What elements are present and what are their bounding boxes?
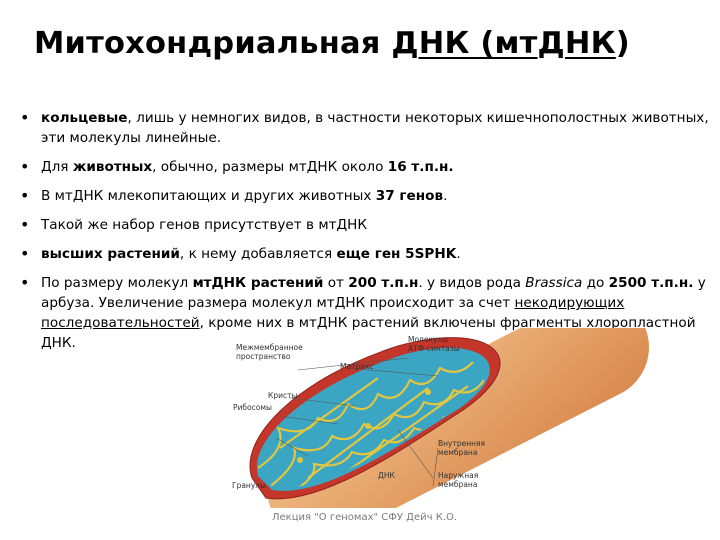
- title-close: ): [615, 26, 630, 61]
- bullet-text: 200 т.п.н: [348, 275, 419, 291]
- bullet-item: [20, 186, 714, 206]
- label-atp-2: АТФ-синтазы: [408, 344, 460, 353]
- bullet-text: .: [443, 188, 448, 204]
- bullet-text: некодирующих последовательностей: [41, 295, 625, 331]
- bullet-text: 2500 т.п.н.: [608, 275, 694, 291]
- label-cristae: Кристы: [268, 391, 298, 400]
- bullet-text: от: [323, 275, 349, 291]
- label-intermembrane-2: пространство: [236, 352, 291, 361]
- bullet-text: , лишь у немногих видов, в частности некоторых кишечнополостных животных, эти молекулы линейные.: [41, 110, 709, 146]
- slide-title: [34, 26, 630, 61]
- bullet-text: , обычно, размеры мтДНК около: [152, 159, 388, 175]
- slide-footer: Лекция "О геномах" СФУ Дейч К.О.: [272, 512, 458, 523]
- bullet-text: . у видов рода: [418, 275, 526, 291]
- label-matrix: Матрикс: [340, 362, 374, 371]
- bullet-item: [20, 215, 714, 235]
- bullet-text: 16 т.п.н.: [387, 159, 454, 175]
- bullet-text: у арбуза. Увеличение размера молекул мтДНК происходит за счет: [41, 275, 706, 311]
- label-intermembrane-1: Межмембранное: [236, 343, 303, 352]
- bullet-item: [20, 108, 714, 148]
- bullet-text: В мтДНК млекопитающих и других животных: [41, 188, 376, 204]
- bullet-text: .: [456, 246, 461, 262]
- bullet-text: , к нему добавляется: [179, 246, 337, 262]
- bullet-text: Brassica: [525, 275, 583, 291]
- bullet-text: животных: [72, 159, 153, 175]
- bullet-text: кольцевые: [41, 110, 128, 126]
- label-ribosomes: Рибосомы: [233, 403, 272, 412]
- label-outer-2: мембрана: [438, 480, 478, 489]
- bullet-text: , кроме них в мтДНК растений включены фрагменты хлоропластной ДНК.: [41, 315, 696, 351]
- bullet-text: По размеру молекул: [41, 275, 193, 291]
- bullet-text: Такой же набор генов присутствует в мтДНК: [41, 217, 367, 233]
- title-underlined: ДНК (мтДНК: [391, 26, 616, 61]
- bullet-item: [20, 157, 714, 177]
- bullet-text: еще ген 5SPHK: [336, 246, 457, 262]
- label-outer-1: Наружная: [438, 471, 479, 480]
- bullet-text: мтДНК растений: [192, 275, 324, 291]
- bullet-text: до: [582, 275, 609, 291]
- bullet-item: [20, 244, 714, 264]
- label-dna: ДНК: [378, 471, 395, 480]
- bullet-text: Для: [41, 159, 73, 175]
- label-inner-1: Внутренняя: [438, 439, 486, 448]
- mitochondrion-diagram: [228, 328, 708, 508]
- bullet-list: [20, 108, 714, 362]
- title-word: Митохондриальная: [34, 26, 381, 61]
- label-inner-2: мембрана: [438, 448, 478, 457]
- label-granules: Гранулы: [232, 481, 266, 490]
- bullet-text: 37 генов: [375, 188, 444, 204]
- bullet-text: высших растений: [41, 246, 180, 262]
- label-atp-1: Молекулы: [408, 335, 449, 344]
